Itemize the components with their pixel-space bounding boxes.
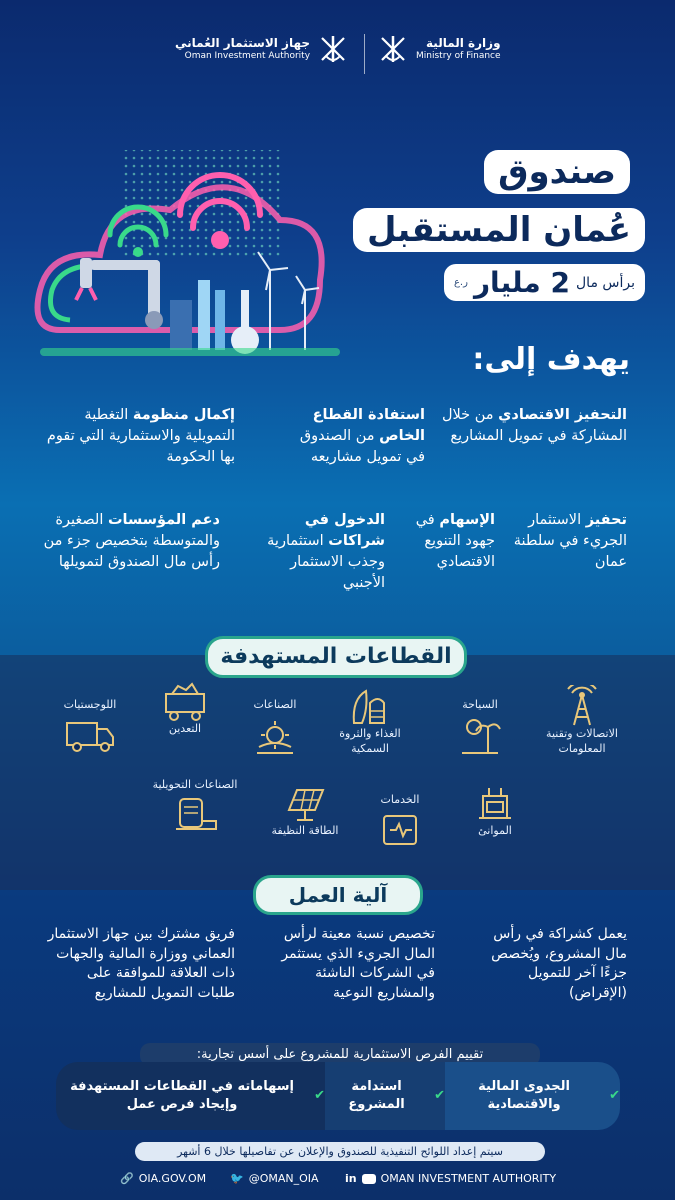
goal-text: التغطية التمويلية والاستثمارية التي تقوم بها الحكومة: [46, 407, 235, 466]
check-icon: ✔: [609, 1088, 620, 1104]
sector-label: الصناعات: [253, 698, 297, 711]
services-icon: [378, 808, 422, 850]
check-icon: ✔: [314, 1088, 325, 1104]
implementation-note: سيتم إعداد اللوائح التنفيذية للصندوق والإعلان عن تفاصيلها خلال 6 أشهر: [135, 1142, 545, 1161]
sector-logistics: [40, 698, 140, 755]
goal-bold: التحفيز الاقتصادي: [498, 407, 627, 423]
sector-label: الموانئ: [478, 824, 512, 837]
currency: ر.ع: [453, 277, 468, 288]
goal-item: [45, 405, 235, 468]
goal-item: [255, 510, 385, 594]
goal-bold: الإسهام: [439, 512, 495, 528]
footer-social[interactable]: [345, 1172, 556, 1185]
goal-text: استثمارية وجذب الاستثمار الأجنبي: [267, 533, 385, 592]
mining-cart-icon: [160, 680, 210, 722]
solar-panel-icon: [283, 782, 327, 824]
oia-logo: [175, 32, 350, 66]
mechanism-item: يعمل كشراكة في رأس مال المشروع، ويُخصص جزءًا آخر للتمويل (الإقراض): [491, 926, 627, 1001]
sector-mining: [135, 680, 235, 737]
goal-text: الصغيرة والمتوسطة بتخصيص جزء من رأس مال الصندوق لتمويلها: [43, 512, 220, 571]
sector-label: الخدمات: [380, 793, 420, 806]
sector-food-fisheries: [320, 685, 420, 757]
goal-bold: الدخول في شراكات: [304, 512, 385, 550]
title-block-2: [353, 208, 645, 252]
criterion-label: استدامة المشروع: [348, 1079, 405, 1112]
criterion-feasibility: [445, 1062, 620, 1130]
capital-prefix: برأس مال: [576, 274, 635, 291]
food-fish-icon: [348, 685, 392, 727]
goal-text: الاستثمار الجريء في سلطنة عمان: [513, 512, 627, 571]
footer-twitter[interactable]: [230, 1172, 319, 1185]
sector-label: اللوجستيات: [63, 698, 117, 711]
truck-icon: [63, 713, 117, 755]
sector-label: الصناعات التحويلية: [152, 778, 238, 791]
title-line-1: صندوق: [484, 150, 630, 194]
goals-heading: يهدف إلى:: [472, 342, 630, 377]
mof-name-en: Ministry of Finance: [416, 50, 501, 61]
goal-text: من الصندوق في تمويل مشاريعه: [299, 428, 425, 466]
sectors-heading: القطاعات المستهدفة: [205, 636, 467, 678]
goal-item: [40, 510, 220, 573]
criterion-sustainability: [325, 1062, 445, 1130]
industry-icon: [253, 713, 297, 755]
sector-tourism: [430, 698, 530, 755]
social-handle: OMAN INVESTMENT AUTHORITY: [380, 1172, 557, 1185]
goal-text: في جهود التنويع الاقتصادي: [415, 512, 495, 571]
mechanism-item: تخصيص نسبة معينة لرأس المال الجريء الذي يستثمر في الشركات الناشئة والمشاريع النوعية: [281, 926, 435, 1001]
twitter-handle: @OMAN_OIA: [248, 1172, 319, 1185]
oia-name-en: Oman Investment Authority: [184, 50, 311, 61]
sector-label: الطاقة النظيفة: [271, 824, 339, 837]
mof-logo: [376, 32, 501, 66]
sector-industries: [225, 698, 325, 755]
sector-telecom: [532, 685, 632, 757]
goal-bold: إكمال منظومة: [132, 407, 235, 423]
goal-bold: تحفيز: [585, 512, 627, 528]
telecom-tower-icon: [562, 685, 602, 727]
linkedin-icon[interactable]: in: [345, 1172, 357, 1185]
sector-label: الاتصالات وتقنية المعلومات: [546, 727, 618, 755]
evaluation-criteria: [56, 1062, 620, 1130]
goal-item: [507, 510, 627, 573]
manufacturing-icon: [170, 793, 220, 835]
oman-emblem-icon: [316, 32, 350, 66]
sector-label: السياحة: [462, 698, 498, 711]
title-block: [484, 150, 645, 194]
criterion-contribution: [56, 1062, 325, 1130]
capital-value: 2 مليار: [473, 266, 570, 299]
oia-name-ar: جهاز الاستثمار العُماني: [175, 36, 311, 51]
sector-ports: [445, 782, 545, 839]
website-link[interactable]: OIA.GOV.OM: [138, 1172, 207, 1185]
logo-divider: [364, 34, 365, 74]
capital-badge: [444, 264, 645, 301]
footer-website[interactable]: [120, 1172, 206, 1185]
evaluation-heading: تقييم الفرص الاستثمارية للمشروع على أسس تجارية:: [140, 1043, 540, 1066]
goal-item: [385, 510, 495, 573]
goal-item: [437, 405, 627, 447]
mechanism-heading: آلية العمل: [253, 875, 423, 915]
port-icon: [473, 782, 517, 824]
check-icon: ✔: [434, 1088, 445, 1104]
criterion-label: الجدوى المالية والاقتصادية: [478, 1079, 570, 1112]
goal-text: من خلال المشاركة في تمويل المشاريع: [441, 407, 627, 445]
sector-label: التعدين: [168, 722, 202, 735]
twitter-icon[interactable]: 🐦: [230, 1172, 244, 1185]
sector-clean-energy: [255, 782, 355, 839]
sector-services: [350, 793, 450, 850]
link-icon[interactable]: 🔗: [120, 1172, 134, 1185]
sector-label: الغذاء والثروة السمكية: [339, 727, 401, 755]
tech-cloud-illustration: [20, 140, 340, 370]
goal-bold: دعم المؤسسات: [107, 512, 220, 528]
goal-bold: استفادة القطاع الخاص: [312, 407, 425, 445]
mof-name-ar: وزارة المالية: [426, 36, 501, 51]
oman-emblem-icon: [376, 32, 410, 66]
goal-item: [290, 405, 425, 468]
mechanism-item: فريق مشترك بين جهاز الاستثمار العماني ووزارة المالية والجهات ذات العلاقة للموافقة على طلبات التمويل للمشاريع: [47, 926, 235, 1001]
sector-manufacturing: [145, 778, 245, 835]
criterion-label: إسهاماته في القطاعات المستهدفة وإيجاد فرص عمل: [70, 1079, 294, 1112]
tourism-icon: [458, 713, 502, 755]
youtube-icon[interactable]: [362, 1174, 376, 1184]
title-line-2: عُمان المستقبل: [353, 208, 645, 252]
